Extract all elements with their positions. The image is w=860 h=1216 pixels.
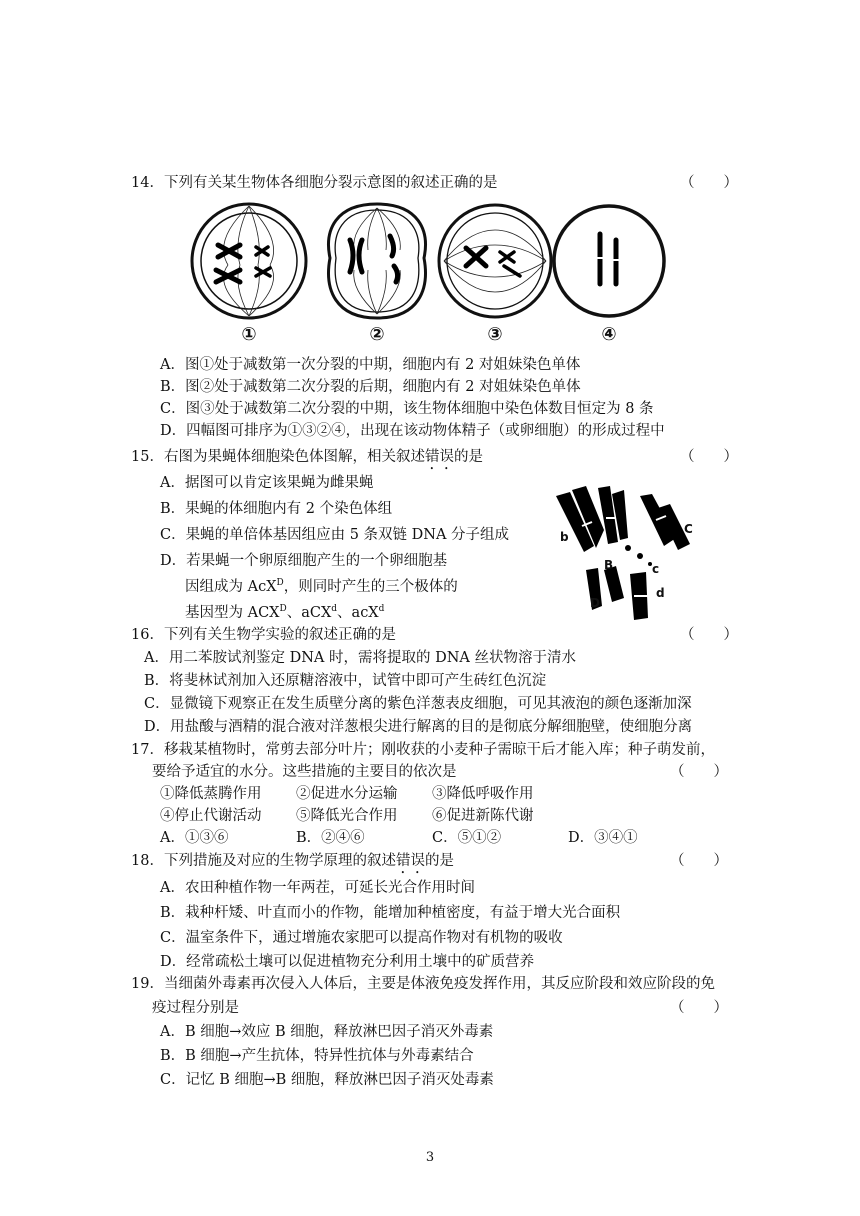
q14-option-d: D．四幅图可排序为①③②④，出现在该动物体精子（或卵细胞）的形成过程中 <box>160 423 665 439</box>
cell-3-label: ③ <box>487 324 503 345</box>
q17-item-3: ③降低呼吸作用 <box>432 786 534 802</box>
q15-fig-label-D: D <box>590 596 600 610</box>
q18-answer-paren: （ ） <box>670 853 728 869</box>
q18-option-c: C．温室条件下，通过增施农家肥可以提高作物对有机物的吸收 <box>160 930 563 946</box>
q19-option-c: C．记忆 B 细胞→B 细胞，释放淋巴因子消灭处毒素 <box>160 1072 494 1088</box>
q15-d-text-1a: 因组成为 AcX <box>185 579 277 595</box>
q16-option-c: C．显微镜下观察正在发生质壁分离的紫色洋葱表皮细胞，可见其液泡的颜色逐渐加深 <box>144 696 692 712</box>
q17-choice-d: D．③④① <box>568 830 638 846</box>
q14-answer-paren: （ ） <box>680 175 738 191</box>
q15-d-sup-1: D <box>276 578 284 589</box>
q15-option-d-cont2 <box>185 603 384 623</box>
q19-option-b: B．B 细胞→产生抗体，特异性抗体与外毒素结合 <box>160 1048 474 1064</box>
cell-2-label: ② <box>369 324 385 345</box>
cell-1-label: ① <box>241 324 257 345</box>
q17-stem-line1: 17．移栽某植物时，常剪去部分叶片；刚收获的小麦种子需晾干后才能入库；种子萌发前， <box>131 742 715 758</box>
q15-option-c: C．果蝇的单倍体基因组应由 5 条双链 DNA 分子组成 <box>160 527 510 543</box>
q15-option-b: B．果蝇的体细胞内有 2 个染色体组 <box>160 501 393 517</box>
q15-d-sup-2a: D <box>279 604 287 615</box>
q14-option-b: B．图②处于减数第二次分裂的后期，细胞内有 2 对姐妹染色单体 <box>160 379 581 395</box>
q15-d-text-1b: ，则同时产生的三个极体的 <box>283 579 458 595</box>
q14-option-a: A．图①处于减数第一次分裂的中期，细胞内有 2 对姐妹染色单体 <box>160 357 581 373</box>
cell-4-diagram <box>548 200 670 350</box>
q15-d-text-2c: 、acX <box>337 605 379 621</box>
q16-option-d: D．用盐酸与酒精的混合液对洋葱根尖进行解离的目的是彻底分解细胞壁，使细胞分离 <box>144 719 693 735</box>
q19-option-a: A．B 细胞→效应 B 细胞，释放淋巴因子消灭外毒素 <box>160 1024 494 1040</box>
q17-item-4: ④停止代谢活动 <box>160 808 262 824</box>
q16-option-b: B．将斐林试剂加入还原糖溶液中，试管中即可产生砖红色沉淀 <box>144 673 547 689</box>
q18-stem-pre: 18．下列措施及对应的生物学原理的叙述 <box>131 853 396 869</box>
cell-2-diagram <box>316 200 438 350</box>
q17-item-5: ⑤降低光合作用 <box>296 808 398 824</box>
q15-d-sup-2b: d <box>331 604 338 615</box>
q15-stem-emphasis: 错误 <box>424 449 454 465</box>
q17-answer-paren: （ ） <box>670 764 728 780</box>
q17-item-6: ⑥促进新陈代谢 <box>432 808 534 824</box>
q15-fruitfly-karyotype-figure <box>548 486 698 624</box>
q15-option-a: A．据图可以肯定该果蝇为雌果蝇 <box>160 475 374 491</box>
q15-fig-label-c: c <box>652 562 660 576</box>
q15-d-sup-2c: d <box>378 604 385 615</box>
page-number: 3 <box>425 1150 435 1165</box>
q15-fig-label-b: b <box>560 530 569 544</box>
q17-choice-c: C．⑤①② <box>432 830 502 846</box>
q15-answer-paren: （ ） <box>680 449 738 465</box>
q15-d-text-2b: 、aCX <box>286 605 332 621</box>
q17-item-2: ②促进水分运输 <box>296 786 398 802</box>
q17-choice-a: A．①③⑥ <box>160 830 229 846</box>
q15-option-d-cont1 <box>185 577 458 597</box>
q14-cell-division-figure <box>188 200 748 350</box>
q15-fig-label-B: B <box>604 558 614 572</box>
q14-option-c: C．图③处于减数第二次分裂的中期，该生物体细胞中染色体数目恒定为 8 条 <box>160 401 654 417</box>
q15-option-d: D．若果蝇一个卵原细胞产生的一个卵细胞基 <box>160 553 448 569</box>
q18-stem <box>131 851 454 877</box>
q19-answer-paren: （ ） <box>670 1000 728 1016</box>
q15-stem-post: 的是 <box>453 449 483 465</box>
cell-1-diagram <box>188 200 310 350</box>
q16-option-a: A．用二苯胺试剂鉴定 DNA 时，需将提取的 DNA 丝状物溶于清水 <box>144 650 576 666</box>
q17-stem-line2: 要给予适宜的水分。这些措施的主要目的依次是 <box>152 764 457 780</box>
q16-stem: 16．下列有关生物学实验的叙述正确的是 <box>131 627 396 643</box>
q15-fig-label-C: C <box>684 522 693 536</box>
q17-item-1: ①降低蒸腾作用 <box>160 786 262 802</box>
q18-option-b: B．栽种杆矮、叶直而小的作物，能增加种植密度，有益于增大光合面积 <box>160 905 621 921</box>
q19-stem-line1: 19．当细菌外毒素再次侵入人体后，主要是体液免疫发挥作用，其反应阶段和效应阶段的免 <box>131 976 715 992</box>
q18-option-d: D．经常疏松土壤可以促进植物充分利用土壤中的矿质营养 <box>160 954 535 970</box>
q17-choice-b: B．②④⑥ <box>296 830 365 846</box>
cell-4-label: ④ <box>601 324 617 345</box>
q15-d-text-2a: 基因型为 ACX <box>185 605 280 621</box>
cell-3-diagram <box>434 200 556 350</box>
q14-stem: 14．下列有关某生物体各细胞分裂示意图的叙述正确的是 <box>131 175 498 191</box>
q18-stem-emphasis: 错误 <box>395 853 425 869</box>
q16-answer-paren: （ ） <box>680 627 738 643</box>
q15-stem <box>131 447 483 473</box>
q18-option-a: A．农田种植作物一年两茬，可延长光合作用时间 <box>160 880 475 896</box>
q18-stem-post: 的是 <box>424 853 454 869</box>
q15-fig-label-d: d <box>656 586 665 600</box>
q19-stem-line2: 疫过程分别是 <box>152 1000 239 1016</box>
q15-stem-pre: 15．右图为果蝇体细胞染色体图解，相关叙述 <box>131 449 425 465</box>
